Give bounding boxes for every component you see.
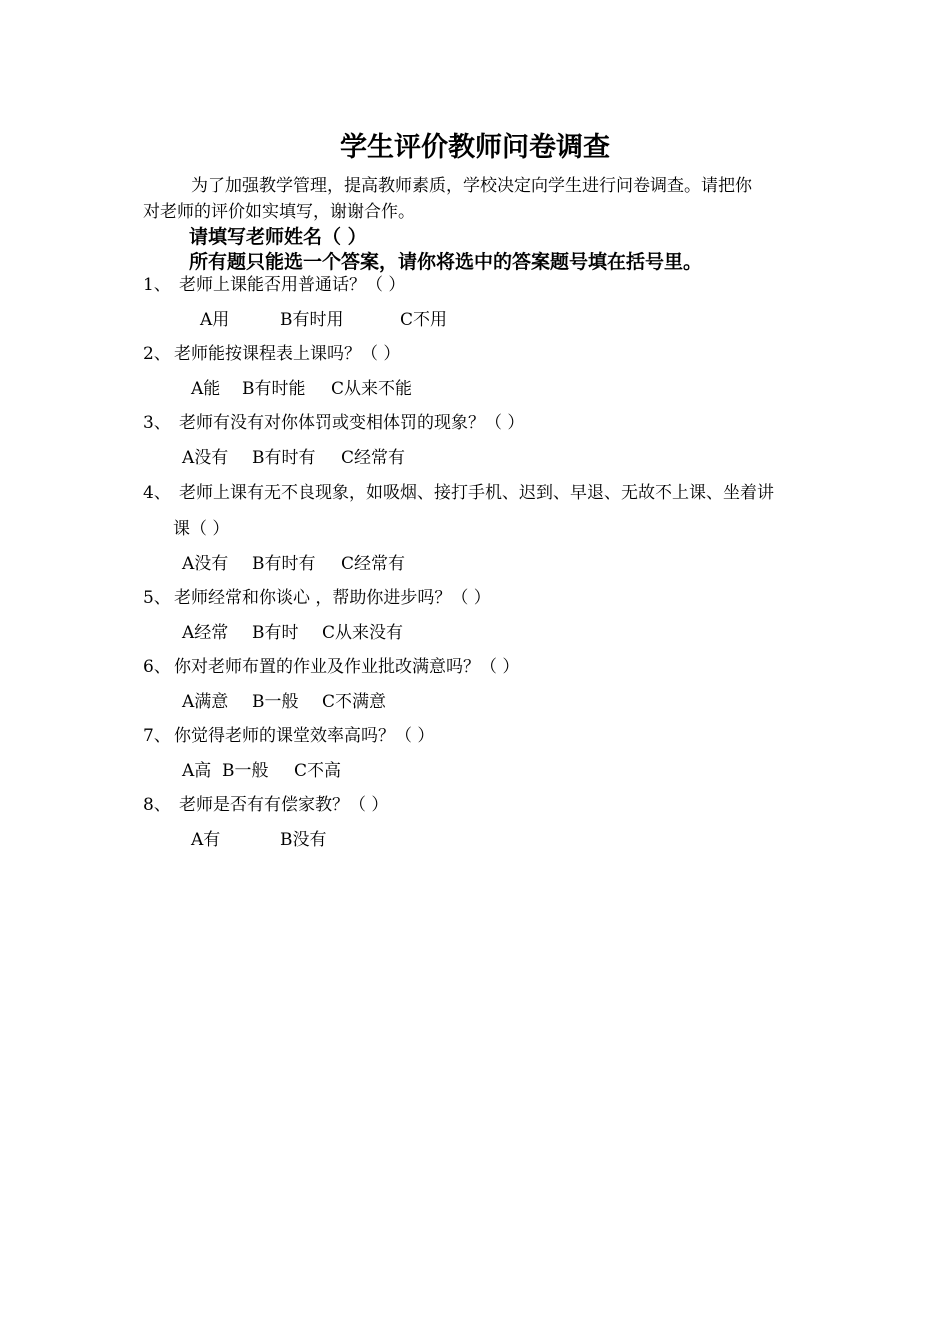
question-6-options [182, 690, 386, 714]
option-b: B有时用 [280, 310, 344, 330]
question-5-options [182, 621, 403, 645]
question-text: 老师经常和你谈心 ，帮助你进步吗？（ ） [174, 588, 491, 608]
question-8 [143, 793, 388, 817]
question-7 [143, 724, 434, 748]
option-b: B一般 [222, 761, 269, 781]
intro-line-2: 对老师的评价如实填写，谢谢合作。 [143, 202, 415, 222]
question-number: 2、 [143, 344, 171, 364]
option-c: C不用 [400, 310, 448, 330]
question-4-continuation: 课（ ） [173, 519, 230, 539]
teacher-name-instruction: 请填写老师姓名（ ） [189, 226, 367, 248]
answer-rule-instruction: 所有题只能选一个答案，请你将选中的答案题号填在括号里。 [189, 251, 703, 273]
question-6 [143, 655, 519, 679]
option-a: A用 [200, 310, 230, 330]
question-8-options [191, 828, 327, 852]
option-a: A满意 [182, 692, 229, 712]
option-b: B没有 [280, 830, 327, 850]
question-number: 8、 [143, 795, 171, 815]
intro-line-1: 为了加强教学管理，提高教师素质，学校决定向学生进行问卷调查。请把你 [191, 176, 752, 196]
question-1 [143, 273, 405, 297]
question-number: 6、 [143, 657, 171, 677]
question-text: 你觉得老师的课堂效率高吗？（ ） [174, 726, 435, 746]
question-3 [143, 411, 524, 435]
option-b: B一般 [252, 692, 299, 712]
question-5 [143, 586, 491, 610]
question-text: 老师有没有对你体罚或变相体罚的现象？（ ） [179, 413, 525, 433]
question-4 [143, 481, 774, 505]
option-c: C不高 [294, 761, 342, 781]
question-text: 老师上课能否用普通话？（ ） [179, 275, 406, 295]
question-number: 4、 [143, 483, 171, 503]
question-4-options [182, 552, 405, 576]
question-number: 3、 [143, 413, 171, 433]
option-b: B有时有 [252, 448, 316, 468]
question-2 [143, 342, 400, 366]
question-number: 5、 [143, 588, 171, 608]
option-a: A经常 [182, 623, 229, 643]
option-a: A有 [191, 830, 221, 850]
option-a: A能 [191, 379, 221, 399]
option-a: A没有 [182, 554, 229, 574]
option-c: C不满意 [322, 692, 387, 712]
question-1-options [200, 308, 447, 332]
question-number: 1、 [143, 275, 171, 295]
option-b: B有时能 [242, 379, 306, 399]
option-b: B有时 [252, 623, 299, 643]
option-a: A没有 [182, 448, 229, 468]
question-number: 7、 [143, 726, 171, 746]
question-3-options [182, 446, 405, 470]
question-text: 老师上课有无不良现象，如吸烟、接打手机、迟到、早退、无故不上课、坐着讲 [179, 483, 774, 503]
page-title: 学生评价教师问卷调查 [340, 132, 610, 163]
question-text: 你对老师布置的作业及作业批改满意吗？（ ） [174, 657, 520, 677]
question-text: 老师能按课程表上课吗？（ ） [174, 344, 401, 364]
option-b: B有时有 [252, 554, 316, 574]
question-2-options [191, 377, 412, 401]
option-a: A高 [182, 761, 212, 781]
option-c: C从来没有 [322, 623, 404, 643]
option-c: C从来不能 [331, 379, 413, 399]
question-7-options [182, 759, 341, 783]
option-c: C经常有 [341, 554, 406, 574]
option-c: C经常有 [341, 448, 406, 468]
question-text: 老师是否有有偿家教？（ ） [179, 795, 389, 815]
